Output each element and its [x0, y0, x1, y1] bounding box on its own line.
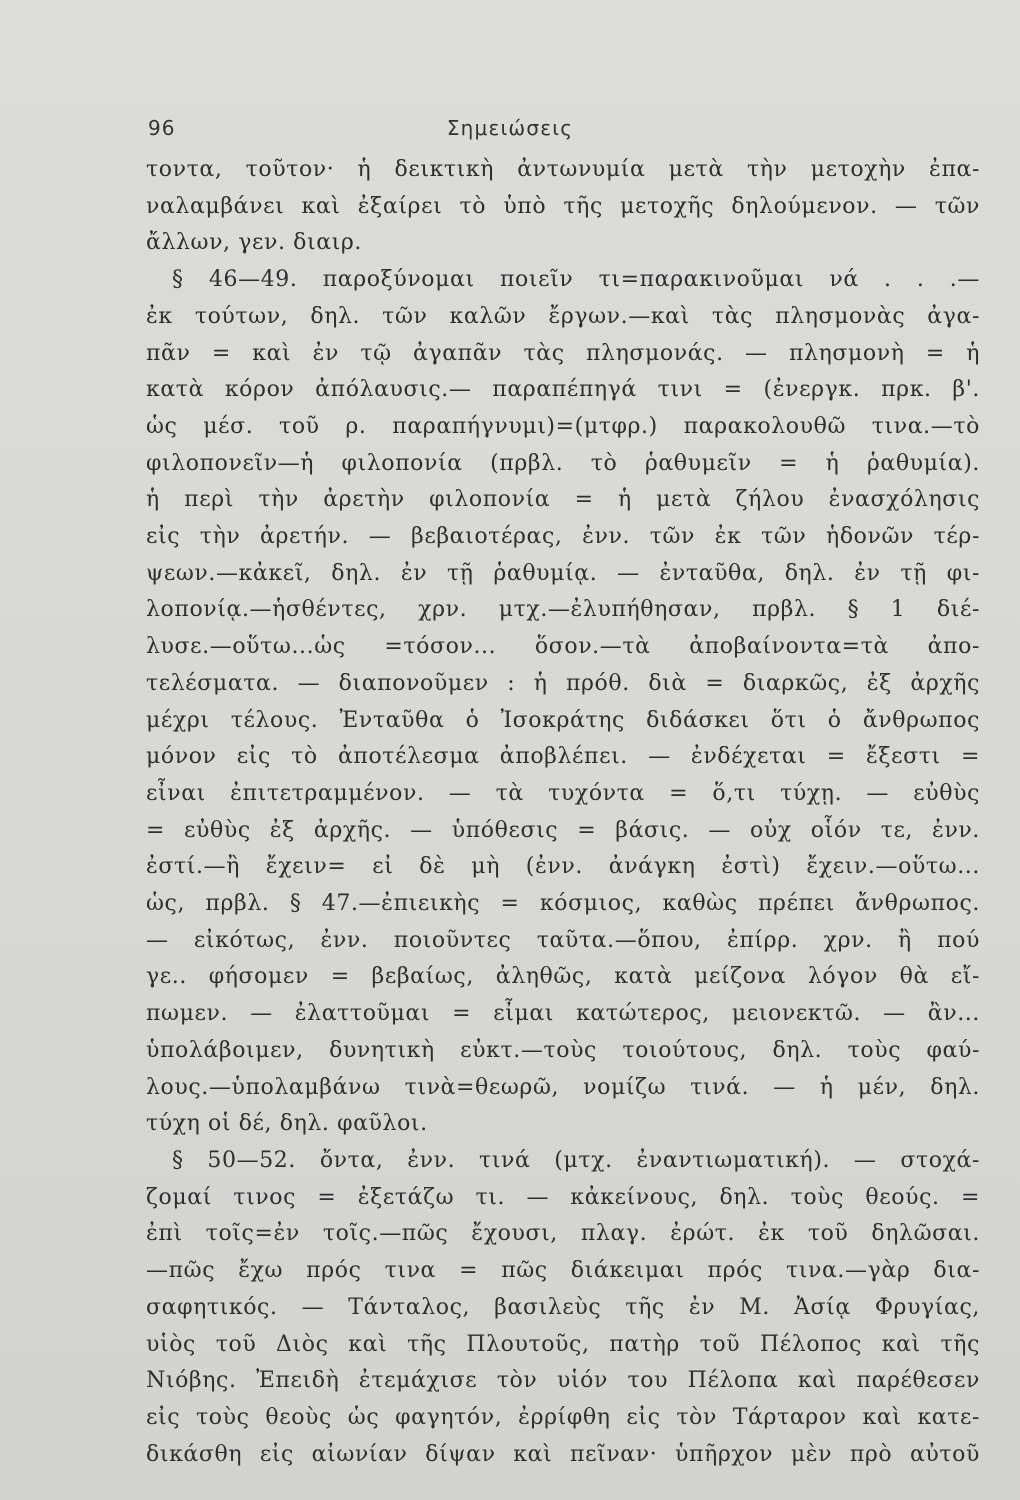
text-line: λυσε.—οὕτω...ὡς =τόσον... ὅσον.—τὰ ἀποβαίνοντα=τὰ ἀπο- — [146, 634, 980, 660]
text-line: ναλαμβάνει καὶ ἐξαίρει τὸ ὑπὸ τῆς μετοχῆς δηλούμενον. — τῶν — [146, 193, 980, 219]
text-line: —πῶς ἔχω πρός τινα = πῶς διάκειμαι πρός τινα.—γὰρ δια- — [146, 1258, 980, 1284]
text-line: μέχρι τέλους. Ἐνταῦθα ὁ Ἰσοκράτης διδάσκει ὅτι ὁ ἄνθρωπος — [146, 707, 980, 733]
text-line: Νιόβης. Ἐπειδὴ ἐτεμάχισε τὸν υἱόν του Πέλοπα καὶ παρέθεσεν — [146, 1368, 980, 1394]
text-line: πωμεν. — ἐλαττοῦμαι = εἶμαι κατώτερος, μειονεκτῶ. — ἂν... — [146, 1001, 980, 1027]
text-line: υἱὸς τοῦ Διὸς καὶ τῆς Πλουτοῦς, πατὴρ τοῦ Πέλοπος καὶ τῆς — [146, 1331, 980, 1357]
notes-text — [146, 152, 980, 1473]
text-line: κατὰ κόρον ἀπόλαυσις.— παραπέπηγά τινι = (ἐνεργκ. πρκ. β'. — [146, 377, 980, 403]
text-line: ἐστί.—ἢ ἔχειν= εἰ δὲ μὴ (ἐνν. ἀνάγκη ἐστὶ) ἔχειν.—οὕτω... — [146, 854, 980, 880]
text-line: τελέσματα. — διαπονοῦμεν : ἡ πρόθ. διὰ = διαρκῶς, ἐξ ἀρχῆς — [146, 670, 980, 696]
text-line: ἄλλων, γεν. διαιρ. — [146, 230, 363, 256]
text-line: ἐκ τούτων, δηλ. τῶν καλῶν ἔργων.—καὶ τὰς πλησμονὰς ἀγα- — [146, 303, 980, 329]
text-line: § 50—52. ὄντα, ἐνν. τινά (μτχ. ἐναντιωματική). — στοχά- — [172, 1147, 980, 1173]
page-number: 96 — [148, 116, 176, 140]
text-line: ἐπὶ τοῖς=ἐν τοῖς.—πῶς ἔχουσι, πλαγ. ἐρώτ. ἐκ τοῦ δηλῶσαι. — [146, 1221, 980, 1247]
text-line: § 46—49. παροξύνομαι ποιεῖν τι=παρακινοῦμαι νά . . .— — [172, 267, 980, 293]
text-line: λους.—ὑπολαμβάνω τινὰ=θεωρῶ, νομίζω τινά. — ἡ μέν, δηλ. — [146, 1074, 980, 1100]
text-line: — εἰκότως, ἐνν. ποιοῦντες ταῦτα.—ὅπου, ἐπίρρ. χρν. ἢ πού — [146, 927, 980, 953]
text-line: = εὐθὺς ἐξ ἀρχῆς. — ὑπόθεσις = βάσις. — οὐχ οἷόν τε, ἐνν. — [146, 817, 980, 843]
text-line: ὡς μέσ. τοῦ ρ. παραπήγνυμι)=(μτφρ.) παρακολουθῶ τινα.—τὸ — [146, 413, 980, 439]
text-line: εἰς τοὺς θεοὺς ὡς φαγητόν, ἐρρίφθη εἰς τὸν Τάρταρον καὶ κατε- — [146, 1404, 980, 1430]
text-line: μόνον εἰς τὸ ἀποτέλεσμα ἀποβλέπει. — ἐνδέχεται = ἔξεστι = — [146, 744, 980, 770]
text-line: εἰς τὴν ἀρετήν. — βεβαιοτέρας, ἐνν. τῶν ἐκ τῶν ἡδονῶν τέρ- — [146, 524, 980, 550]
text-line: σαφητικός. — Τάνταλος, βασιλεὺς τῆς ἐν Μ. Ἀσίᾳ Φρυγίας, — [146, 1294, 980, 1320]
text-line: ζομαί τινος = ἐξετάζω τι. — κἀκείνους, δηλ. τοὺς θεούς. = — [146, 1184, 980, 1210]
text-line: τοντα, τοῦτον· ἡ δεικτικὴ ἀντωνυμία μετὰ τὴν μετοχὴν ἐπα- — [146, 157, 980, 182]
text-line: ψεων.—κἀκεῖ, δηλ. ἐν τῇ ῥαθυμίᾳ. — ἐνταῦθα, δηλ. ἐν τῇ φι- — [146, 560, 980, 586]
running-head: Σημειώσεις — [446, 116, 574, 140]
text-line: ὑπολάβοιμεν, δυνητικὴ εὐκτ.—τοὺς τοιούτους, δηλ. τοὺς φαύ- — [146, 1037, 980, 1063]
text-line: ἡ περὶ τὴν ἀρετὴν φιλοπονία = ἡ μετὰ ζήλου ἐνασχόλησις — [146, 487, 980, 513]
text-line: ὡς, πρβλ. § 47.—ἐπιεικὴς = κόσμιος, καθὼς πρέπει ἄνθρωπος. — [146, 891, 980, 917]
text-line: τύχη οἱ δέ, δηλ. φαῦλοι. — [146, 1111, 428, 1137]
text-line: φιλοπονεῖν—ἡ φιλοπονία (πρβλ. τὸ ῥαθυμεῖν = ἡ ῥαθυμία). — [146, 450, 980, 476]
text-line: δικάσθη εἰς αἰωνίαν δίψαν καὶ πεῖναν· ὑπῆρχον μὲν πρὸ αὐτοῦ — [146, 1441, 980, 1467]
text-line: γε.. φήσομεν = βεβαίως, ἀληθῶς, κατὰ μείζονα λόγον θὰ εἴ- — [146, 964, 980, 990]
text-line: εἶναι ἐπιτετραμμένον. — τὰ τυχόντα = ὅ,τι τύχῃ. — εὐθὺς — [146, 780, 980, 806]
text-line: λοπονίᾳ.—ἡσθέντες, χρν. μτχ.—ἐλυπήθησαν, πρβλ. § 1 διέ- — [146, 597, 980, 623]
text-line: πᾶν = καὶ ἐν τῷ ἀγαπᾶν τὰς πλησμονάς. — πλησμονὴ = ἡ — [146, 340, 980, 366]
